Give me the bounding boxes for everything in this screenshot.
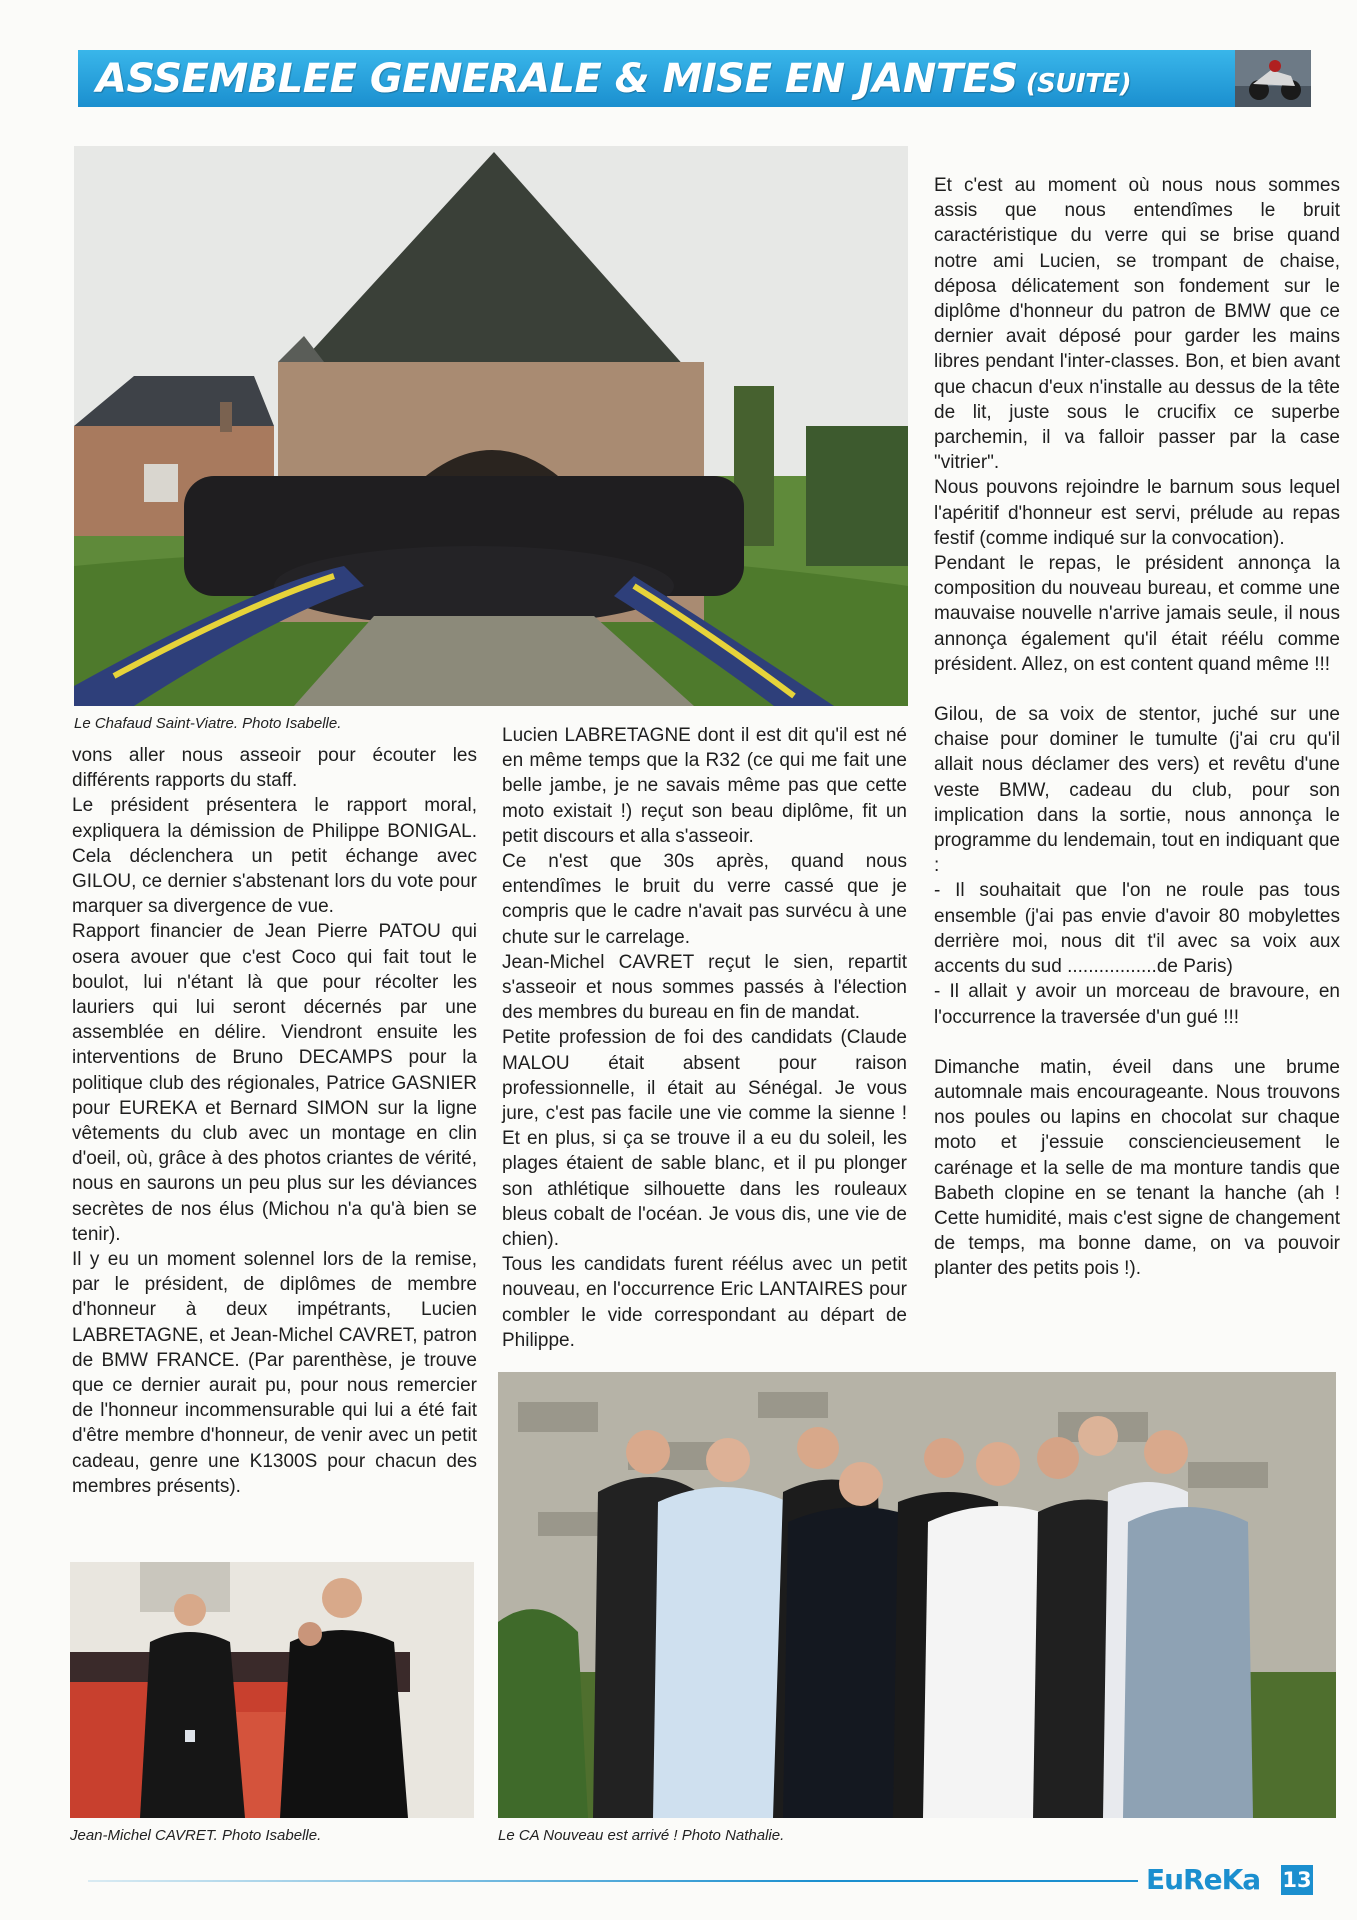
article-paragraph: Pendant le repas, le président annonça la composition du nouveau bureau, et comme une mauvaise nouvelle n'arrive jamais seule, il nous annonça également qu'il était réélu comme président. Allez, on est content quand même !!! [934,553,1340,675]
article-paragraph: Et c'est au moment où nous nous sommes assis que nous entendîmes le bruit caractéristique du verre qui se brise quand notre ami Lucien, se trompant de chaise, déposa délicatement son fondement sur le diplôme d'honneur du patron de BMW que ce dernier avait déposé pour garder les mains libres pendant l'inter-classes. Bon, et bien avant que chacun d'eux n'installe au dessus de la tête de lit, juste sous le crucifix ce superbe parchemin, il va falloir passer par la case "vitrier". [934,175,1340,474]
article-column-3 [934,173,1340,1282]
article-paragraph: - Il souhaitait que l'on ne roule pas tous ensemble (j'ai pas envie d'avoir 80 mobylettes derrière moi, nous dit t'il avec sa voix aux accents du sud .................de Paris) [934,880,1340,978]
article-column-2 [502,723,907,1353]
board-group-photo [498,1372,1336,1818]
article-paragraph: Petite profession de foi des candidats (Claude MALOU était absent pour raison professionnelle, il était au Sénégal. Je vous jure, c'est pas facile une vie comme la sienne ! Et en plus, si ça se trouve il a eu du soleil, les plages étaient de sable blanc, et il pu plonger son athlétique silhouette dans les rouleaux bleus cobalt de l'océan. Je vous dis, une vie de chien). [502,1027,907,1251]
article-column-1 [72,743,477,1499]
chapel-group-photo [74,146,908,706]
page-title-suffix: (SUITE) [1025,69,1132,99]
page-title-main: ASSEMBLEE GENERALE & MISE EN JANTES [96,56,1018,102]
speaker-photo [70,1562,474,1818]
page-number: 13 [1281,1865,1313,1895]
article-paragraph: Dimanche matin, éveil dans une brume automnale mais encourageante. Nous trouvons nos poules ou lapins en chocolat sur chaque moto et j'essuie consciencieusement le carénage et la selle de ma monture tandis que Babeth clopine en se tenant la hanche (ah ! Cette humidité, mais c'est signe de changement de temps, ma bonne dame, on va pouvoir planter des petits pois !). [934,1056,1340,1280]
page-title [96,56,1131,107]
footer-divider [88,1880,1138,1882]
article-paragraph: Rapport financier de Jean Pierre PATOU qui osera avouer que c'est Coco qui fait tout le boulot, lui n'étant là que pour récolter les lauriers qui lui seront décernés par une assemblée en délire. Viendront ensuite les interventions de Bruno DECAMPS pour la politique club des régionales, Patrice GASNIER pour EUREKA et Bernard SIMON sur la ligne vêtements du club avec un montage en clin d'oeil, où, grâce à des photos criantes de vérité, nous en saurons un peu plus sur les déviances secrètes de nos élus (Michou n'a qu'à bien se tenir). [72,921,477,1245]
article-paragraph: Gilou, de sa voix de stentor, juché sur une chaise pour dominer le tumulte (j'ai cru qu'il allait nous déclamer des vers) et revêtu d'une veste BMW, cadeau du club, pour son implication dans la sortie, nous annonça le programme du lendemain, tout en indiquant que : [934,704,1340,877]
article-paragraph: vons aller nous asseoir pour écouter les différents rapports du staff. [72,745,477,792]
article-paragraph: Ce n'est que 30s après, quand nous entendîmes le bruit du verre cassé que je compris que le cadre n'avait pas survécu à une chute sur le carrelage. [502,851,907,948]
chapel-photo-caption: Le Chafaud Saint-Viatre. Photo Isabelle. [74,715,342,732]
article-paragraph: Tous les candidats furent réélus avec un petit nouveau, en l'occurrence Eric LANTAIRES pour combler le vide correspondant au départ de Philippe. [502,1254,907,1351]
article-paragraph: Il y eu un moment solennel lors de la remise, par le président, de diplômes de membre d'honneur à deux impétrants, Lucien LABRETAGNE, et Jean-Michel CAVRET, patron de BMW FRANCE. (Par parenthèse, je trouve que ce dernier aurait pu, pour nous remercier de l'honneur incommensurable qui lui a été fait d'être membre d'honneur, de venir avec un petit cadeau, genre une K1300S pour chacun des membres présents). [72,1249,477,1497]
motorbike-thumbnail [1235,50,1311,107]
article-paragraph: Lucien LABRETAGNE dont il est dit qu'il est né en même temps que la R32 (ce qui me fait une belle jambe, je ne savais même pas que cette moto existait !) reçut son beau diplôme, fit un petit discours et alla s'asseoir. [502,725,907,847]
article-paragraph: Nous pouvons rejoindre le barnum sous lequel l'apéritif d'honneur est servi, prélude au repas festif (comme indiqué sur la convocation). [934,477,1340,549]
group-photo-caption: Le CA Nouveau est arrivé ! Photo Nathalie. [498,1827,785,1844]
speaker-photo-caption: Jean-Michel CAVRET. Photo Isabelle. [70,1827,322,1844]
article-paragraph: Jean-Michel CAVRET reçut le sien, repartit s'asseoir et nous sommes passés à l'élection des membres du bureau en fin de mandat. [502,951,907,1024]
article-paragraph: Le président présentera le rapport moral, expliquera la démission de Philippe BONIGAL. Cela déclenchera un petit échange avec GILOU, ce dernier s'abstenant lors du vote pour marquer sa divergence de vue. [72,795,477,918]
page-header-banner [78,50,1311,107]
magazine-logo: EuReKa [1146,1863,1261,1896]
article-paragraph: - Il allait y avoir un morceau de bravoure, en l'occurrence la traversée d'un gué !!! [934,981,1340,1028]
